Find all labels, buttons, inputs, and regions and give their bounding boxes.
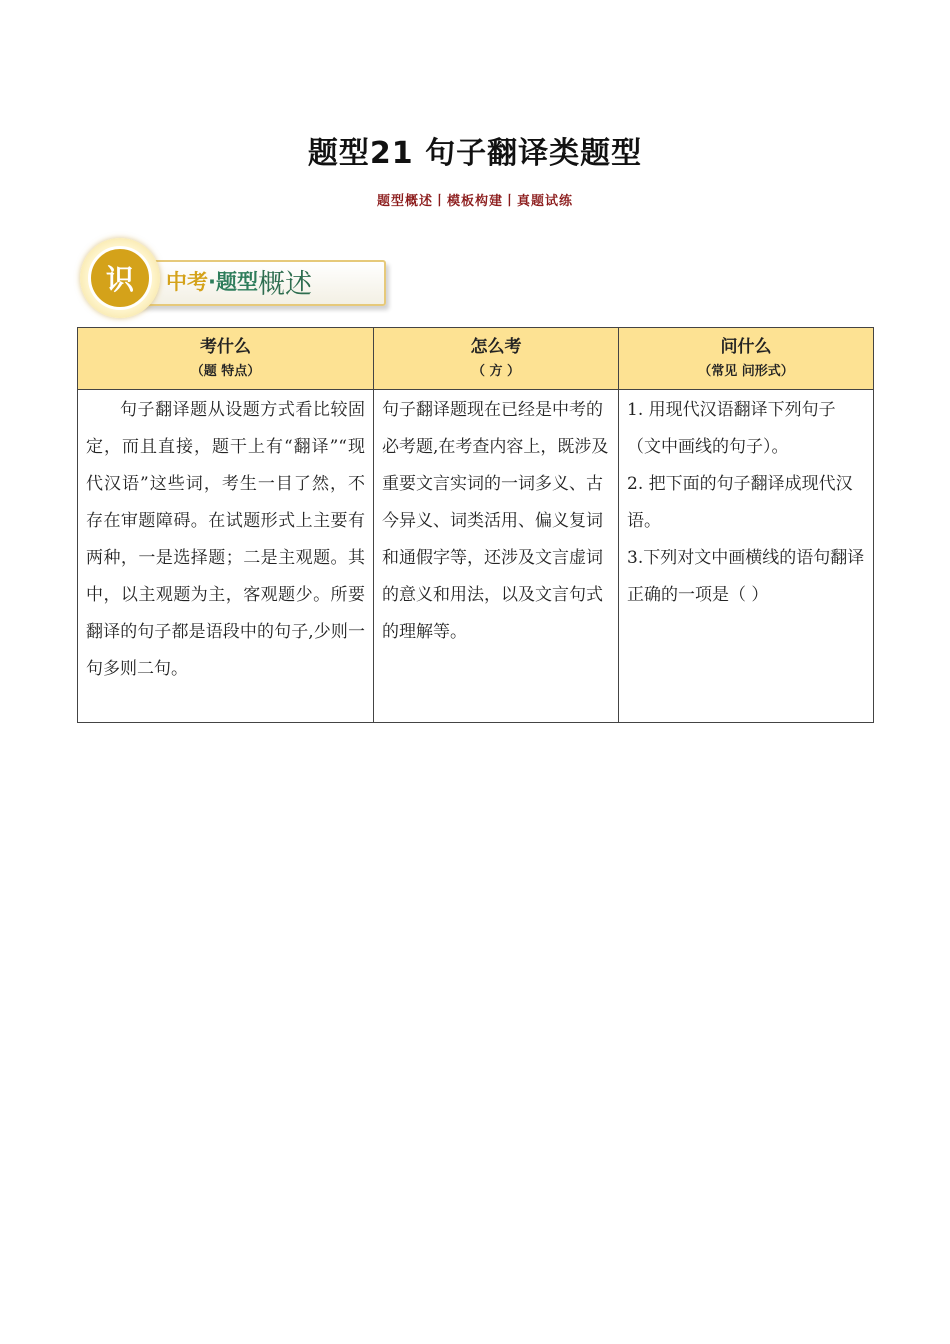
question-form-item: 1. 用现代汉语翻译下列句子（文中画线的句子）。 [627,400,836,457]
banner-badge-inner [88,246,152,310]
header-cell [619,328,874,390]
banner-label [166,260,312,302]
header-cell [78,328,374,390]
banner-label-a: 中考 [166,270,208,294]
header-sub: （常见 问形式） [698,363,794,379]
page-title: 题型21 句子翻译类题型 [307,136,643,171]
header-main: 考什么 [200,336,251,357]
question-forms-cell [619,390,874,723]
question-form-item: 3.下列对文中画横线的语句翻译正确的一项是（ ） [627,548,865,605]
page-subtitle: 题型概述丨模板构建丨真题试练 [376,194,573,209]
header-cell [374,328,619,390]
table-header-row [78,328,874,390]
header-sub: （题 特点） [190,363,261,379]
method-cell: 句子翻译题现在已经是中考的必考题,在考查内容上，既涉及重要文言实词的一词多义、古今异义、词类活用、偏义复词和通假字等，还涉及文言虚词的意义和用法，以及文言句式的理解等。 [374,390,619,723]
overview-table [77,327,874,723]
section-banner [80,238,380,320]
banner-badge-char: 识 [105,263,134,296]
features-cell: 句子翻译题从设题方式看比较固定，而且直接，题干上有“翻译”“现代汉语”这些词，考生一目了然，不存在审题障碍。在试题形式上主要有两种，一是选择题；二是主观题。其中，以主观题为主，客观题少。所要翻译的句子都是语段中的句子,少则一句多则二句。 [78,390,374,723]
banner-label-b: ·题型 [208,270,258,294]
header-main: 问什么 [720,336,772,357]
banner-label-c: 概述 [257,268,312,300]
table-row [78,390,874,723]
header-sub: （ 方 ） [471,363,521,379]
banner-badge [80,238,160,318]
question-form-item: 2. 把下面的句子翻译成现代汉语。 [627,474,853,531]
header-main: 怎么考 [470,336,522,357]
